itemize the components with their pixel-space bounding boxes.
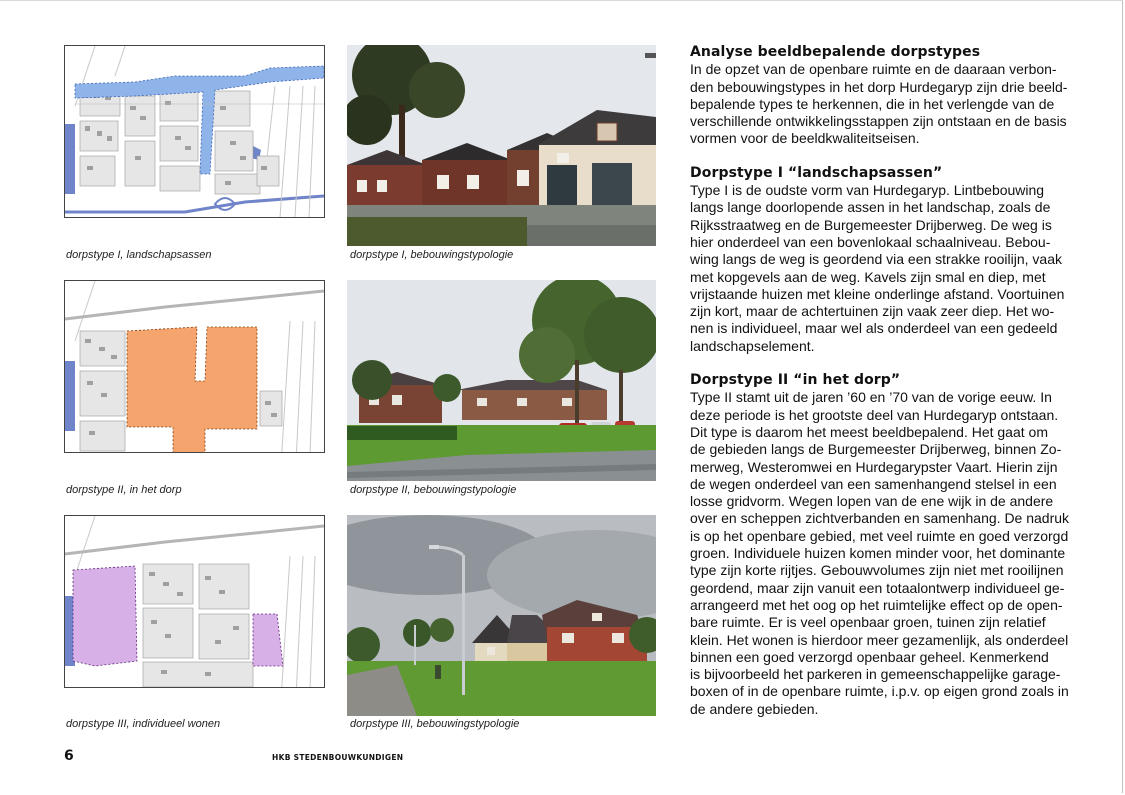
footer-publisher: HKB STEDENBOUWKUNDIGEN: [272, 753, 404, 762]
heading-dorpstype-1: Dorpstype I “landschapsassen”: [690, 164, 943, 181]
text-line: Type I is de oudste vorm van Hurdegaryp. Lintbebouwing: [690, 182, 1045, 199]
highlight-individueel-wonen-west: [73, 566, 137, 666]
text-line: type zijn korte rijtjes. Gebouwvolumes zijn niet met rooilijnen: [690, 562, 1064, 579]
photo-bebouwing-3-svg: [347, 515, 656, 716]
text-line: de andere gebieden.: [690, 700, 819, 717]
map-dorpstype-3: [64, 515, 325, 688]
photo-bebouwing-1-svg: [347, 45, 656, 246]
text-line: langs lange doorlopende assen in het landschap, zoals de: [690, 199, 1051, 216]
text-line: deze periode is het grootste deel van Hurdegaryp ontstaan.: [690, 406, 1059, 423]
text-line: den bebouwingstypes in het dorp Hurdegaryp zijn drie beeld-: [690, 78, 1068, 95]
text-line: bare ruimte. Er is veel openbaar groen, tuinen zijn relatief: [690, 614, 1046, 631]
paragraph-dorpstype-1: [690, 182, 1080, 355]
caption-dorpstype-2-map: dorpstype II, in het dorp: [66, 484, 182, 496]
section-dorpstype-2: [690, 372, 1080, 718]
map-dorpstype-1: [64, 45, 325, 218]
caption-dorpstype-1-map: dorpstype I, landschapsassen: [66, 249, 212, 261]
text-line: nen is individueel, maar wel als onderdeel van een gedeeld: [690, 320, 1058, 337]
caption-dorpstype-2-photo: dorpstype II, bebouwingstypologie: [350, 484, 517, 496]
text-line: wing langs de weg is geordend via een strakke rooilijn, vaak: [690, 251, 1062, 268]
photo-dorpstype-3: [347, 515, 656, 716]
photo-dorpstype-1: [347, 45, 656, 246]
text-line: In de opzet van de openbare ruimte en de daaraan verbon-: [690, 61, 1057, 78]
water-area: [65, 124, 75, 194]
map-individueel-wonen-svg: [65, 516, 324, 688]
map-dorpstype-2: [64, 280, 325, 453]
heading-dorpstype-2: Dorpstype II “in het dorp”: [690, 372, 901, 389]
caption-dorpstype-3-photo: dorpstype III, bebouwingstypologie: [350, 718, 520, 730]
text-line: Rijksstraatweg en de Burgemeester Drijberweg. De weg is: [690, 216, 1052, 233]
text-line: is op het openbare gebied, met veel ruimte en goed verzorgd: [690, 527, 1069, 544]
text-line: merweg, Westeromwei en Hurdegarypster Vaart. Hierin zijn: [690, 458, 1058, 475]
map-landschapsassen-svg: [65, 46, 324, 217]
text-line: met kopgevels aan de weg. Kavels zijn smal en diep, met: [690, 268, 1046, 285]
page-number: 6: [64, 748, 74, 764]
text-line: vrijstaande huizen met kleine onderlinge afstand. Voortuinen: [690, 285, 1065, 302]
section-dorpstype-1: [690, 165, 1080, 355]
map-in-het-dorp-svg: [65, 281, 324, 453]
text-line: arrangeerd met het oog op het ruimtelijke effect op de open-: [690, 596, 1063, 613]
text-line: geordend, maar zijn vanuit een totaalontwerp individueel ge-: [690, 579, 1065, 596]
text-line: verschillende ontwikkelingsstappen zijn ontstaan en de basis: [690, 113, 1067, 130]
text-line: de gebieden langs de Burgemeester Drijberweg, binnen Zo-: [690, 441, 1062, 458]
text-line: klein. Het wonen is hierdoor meer gezamenlijk, als onderdeel: [690, 631, 1069, 648]
text-line: is bijvoorbeeld het parkeren in gemeenschappelijke garage-: [690, 666, 1061, 683]
body-text-column: [690, 44, 1080, 735]
text-line: Dit type is daarom het meest beeldbepalend. Het gaat om: [690, 423, 1048, 440]
text-line: zijn kort, maar de achtertuinen zijn vaak zeer diep. Het wo-: [690, 303, 1055, 320]
photo-bebouwing-2-svg: [347, 280, 656, 481]
text-line: Type II stamt uit de jaren ’60 en ’70 van de vorige eeuw. In: [690, 389, 1052, 406]
text-line: landschapselement.: [690, 337, 815, 354]
text-line: de wegen onderdeel van een samenhangend stelsel in een: [690, 475, 1057, 492]
text-line: over en scheppen zichtverbanden en samenhang. De nadruk: [690, 510, 1070, 527]
text-line: losse gridvorm. Wegen lopen van de ene wijk in de andere: [690, 493, 1054, 510]
text-line: bepalende types te herkennen, die in het verlengde van de: [690, 95, 1055, 112]
caption-dorpstype-3-map: dorpstype III, individueel wonen: [66, 718, 221, 730]
text-line: hier onderdeel van een bovenlokaal schaalniveau. Bebou-: [690, 233, 1051, 250]
section-analyse: [690, 44, 1080, 148]
text-line: groen. Individuele huizen komen minder voor, het dominante: [690, 545, 1066, 562]
heading-analyse: Analyse beeldbepalende dorpstypes: [690, 44, 981, 60]
paragraph-analyse: [690, 61, 1080, 147]
paragraph-dorpstype-2: [690, 389, 1080, 718]
caption-dorpstype-1-photo: dorpstype I, bebouwingstypologie: [350, 249, 514, 261]
text-line: boxen of in de openbare ruimte, i.p.v. op eigen grond zoals in: [690, 683, 1069, 700]
text-line: vormen voor de beeldkwaliteitseisen.: [690, 130, 920, 147]
text-line: binnen een goed verzorgd openbaar geheel. Kenmerkend: [690, 648, 1049, 665]
photo-dorpstype-2: [347, 280, 656, 481]
